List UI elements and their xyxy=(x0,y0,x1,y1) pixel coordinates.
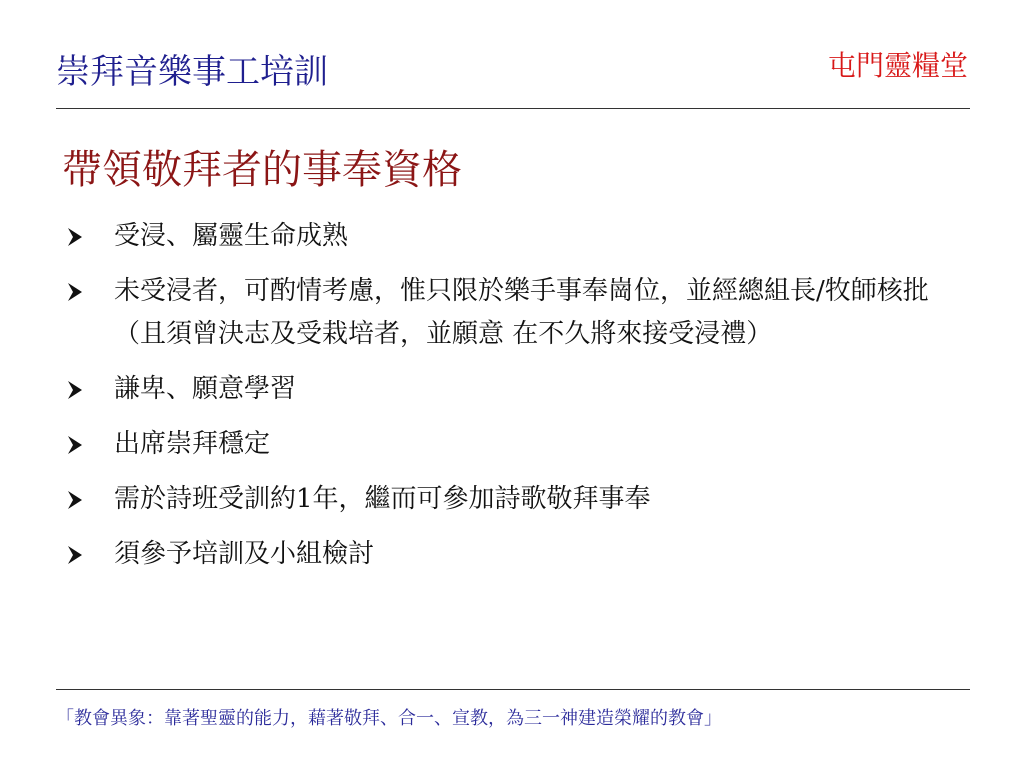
list-item-text: 謙卑、願意學習 xyxy=(114,374,297,404)
list-item xyxy=(66,478,946,521)
arrowhead-bullet-icon xyxy=(66,478,90,521)
list-item xyxy=(66,215,946,258)
header-divider xyxy=(56,108,970,109)
list-item-text: 須參予培訓及小組檢討 xyxy=(114,539,375,569)
qualification-list xyxy=(66,215,946,588)
arrowhead-bullet-icon xyxy=(66,215,90,258)
arrowhead-bullet-icon xyxy=(66,368,90,411)
list-item-text: 需於詩班受訓約1年，繼而可參加詩歌敬拜事奉 xyxy=(114,484,651,514)
arrowhead-bullet-icon xyxy=(66,533,90,576)
list-item xyxy=(66,368,946,411)
list-item xyxy=(66,270,946,356)
section-heading: 帶領敬拜者的事奉資格 xyxy=(62,147,462,193)
vision-statement: 「教會異象：靠著聖靈的能力，藉著敬拜、合一、宣教，為三一神建造榮耀的教會」 xyxy=(56,708,722,729)
footer-divider xyxy=(56,689,970,690)
list-item-text: 出席崇拜穩定 xyxy=(114,429,271,459)
list-item xyxy=(66,533,946,576)
page-title: 崇拜音樂事工培訓 xyxy=(56,52,328,92)
church-name: 屯門靈糧堂 xyxy=(827,49,968,82)
list-item-text: 受浸、屬靈生命成熟 xyxy=(114,221,349,251)
list-item-text: 未受浸者，可酌情考慮，惟只限於樂手事奉崗位，並經總組長/牧師核批（且須曾決志及受栽培者，並願意 在不久將來接受浸禮） xyxy=(114,276,929,349)
arrowhead-bullet-icon xyxy=(66,423,90,466)
arrowhead-bullet-icon xyxy=(66,270,90,313)
list-item xyxy=(66,423,946,466)
